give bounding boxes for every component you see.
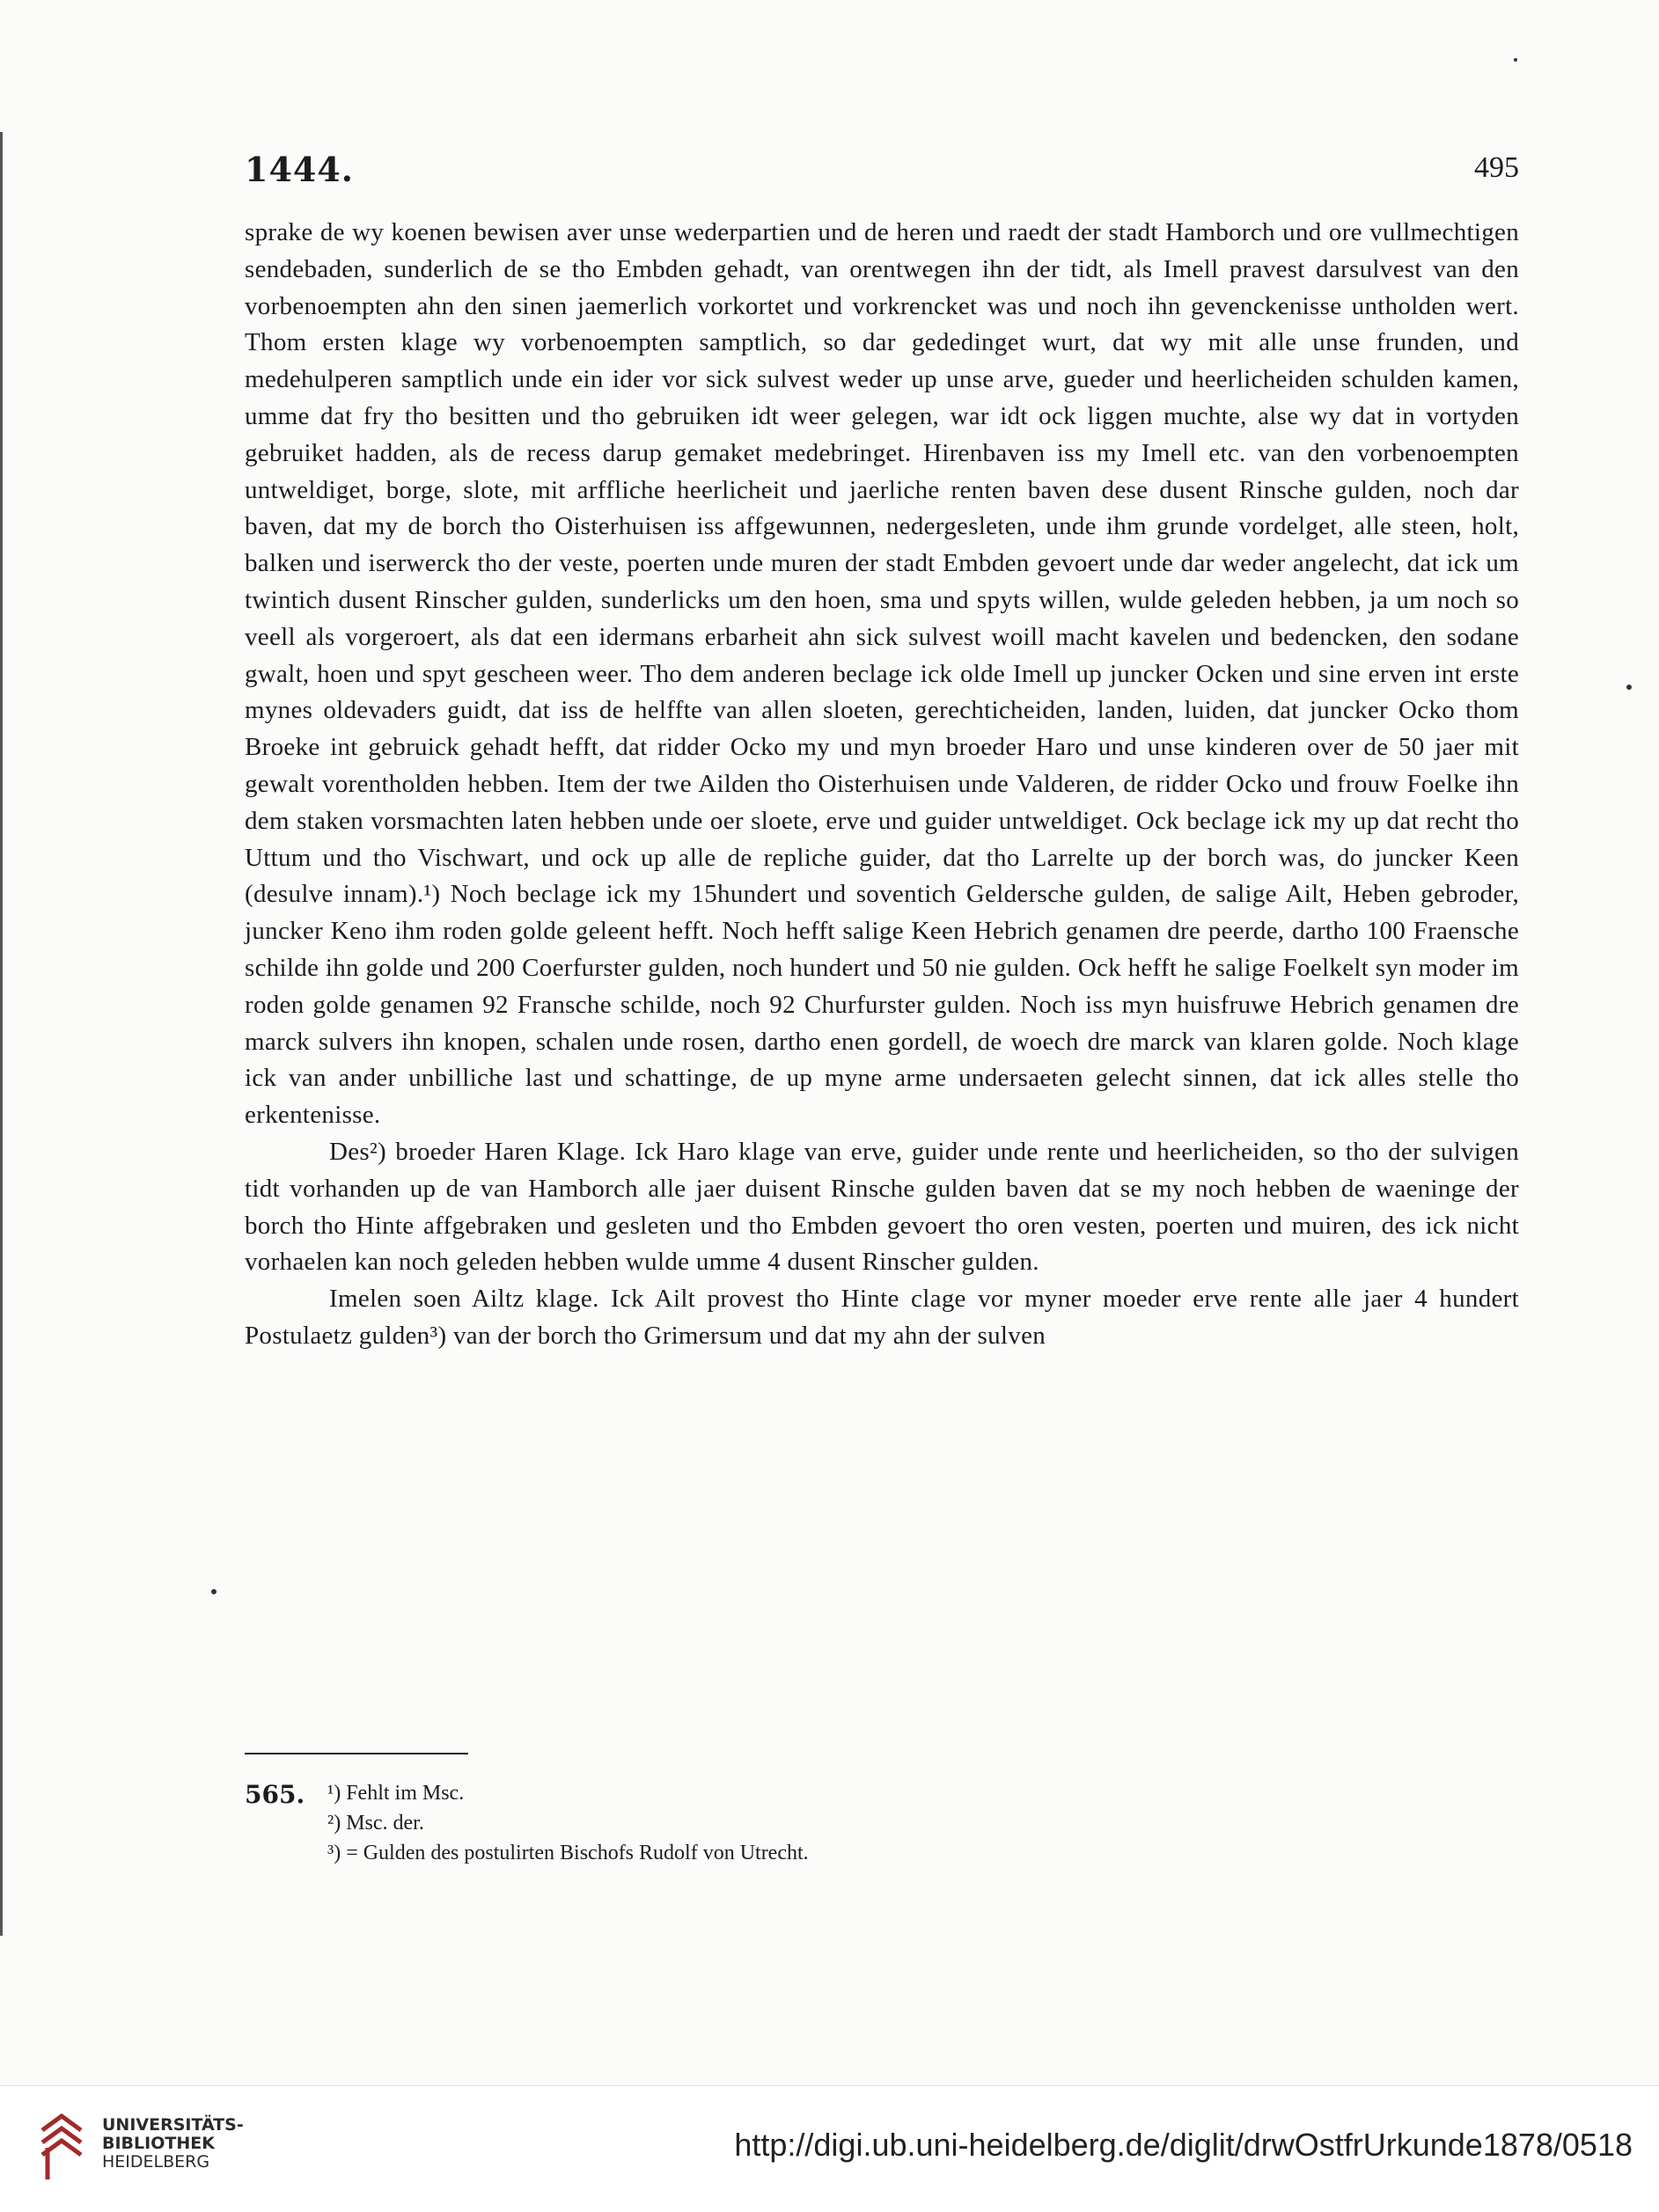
- paragraph: sprake de wy koenen bewisen aver unse wederpartien und de heren und raedt der stadt Hamborch und ore vullmechtigen sendebaden, sunderlich de se tho Embden gehadt, van orentwegen ihn der tidt, als Imell pravest darsulvest van den vorbenoempten ahn den sinen jaemerlich vorkortet und vorkrencket was und noch ihn gevenckenisse untholden wert. Thom ersten klage wy vorbenoempten samptlich, so dar gededinget wurt, dat wy mit alle unse frunden, und medehulperen samptlich unde ein ider vor sick sulvest weder up unse arve, gueder und heerlicheiden schulden kamen, umme dat fry tho besitten und tho gebruiken idt weer gelegen, war idt ock liggen muchte, alse wy dat in vortyden gebruiket hadden, als de recess darup gemaket medebringet. Hirenbaven iss my Imell etc. van den vorbenoempten untweldiget, borge, slote, mit arffliche heerlicheit und jaerliche renten baven dese dusent Rinsche gulden, noch dar baven, dat my de borch tho Oisterhuisen iss affgewunnen, nedergesleten, unde ihm grunde vordelget, alle steen, holt, balken und iserwerck tho der veste, poerten unde muren der stadt Embden gevoert unde dar weder angelecht, dat ick um twintich dusent Rinscher gulden, sunderlicks um den hoen, sma und spyts willen, wulde geleden hebben, ja um noch so veell als vorgeroert, als dat een idermans erbarheit ahn sick sulvest woill macht kavelen und bedencken, den sodane gwalt, hoen und spyt gescheen weer. Tho dem anderen beclage ick olde Imell up juncker Ocken und sine erven int erste mynes oldevaders guidt, dat iss de helffte van allen sloeten, gerechticheiden, landen, luiden, dat juncker Ocko thom Broeke int gebruick gehadt hefft, dat ridder Ocko my und myn broeder Haro und unse kinderen over de 50 jaer mit gewalt vorentholden hebben. Item der twe Ailden tho Oisterhuisen unde Valderen, de ridder Ocko und frouw Foelke ihn dem staken vorsmachten laten hebben unde oer sloete, erve und guider untweldiget. Ock beclage ick my up dat recht tho Uttum und tho Vischwart, und ock up alle de repliche guider, dat tho Larrelte up der borch was, do juncker Keen (desulve innam).¹) Noch beclage ick my 15hundert und soventich Geldersche gulden, de salige Ailt, Heben gebroder, juncker Keno ihm roden golde geleent hefft. Noch hefft salige Keen Hebrich genamen dre peerde, dartho 100 Fraensche schilde ihn golde und 200 Coerfurster gulden, noch hundert und 50 nie gulden. Ock hefft he salige Foelkelt syn moder im roden golde genamen 92 Fransche schilde, noch 92 Churfurster gulden. Noch iss myn huisfruwe Hebrich genamen dre marck sulvers ihn knopen, schalen unde rosen, dartho enen gordell, de woech dre marck van klaren golde. Noch klage ick van ander unbilliche last und schattinge, de up myne arme undersaeten gelecht sinnen, dat ick alles stelle tho erkentenisse.: [245, 218, 1519, 1130]
- library-footer: [0, 2085, 1659, 2212]
- library-name: [102, 2116, 244, 2172]
- footnote-text: ¹) Fehlt im Msc.: [327, 1782, 465, 1805]
- footnote: [245, 1782, 1389, 1812]
- footnote-rule: [245, 1753, 468, 1754]
- library-name-line: BIBLIOTHEK: [102, 2134, 215, 2153]
- scan-speck: [1626, 685, 1632, 690]
- page-edge-shadow: [0, 132, 3, 1936]
- library-logo-icon: [35, 2113, 88, 2183]
- body-text: [245, 215, 1519, 1355]
- footnote-text: ³) = Gulden des postulirten Bischofs Rudolf von Utrecht.: [327, 1842, 809, 1864]
- paragraph: Des²) broeder Haren Klage. Ick Haro klage van erve, guider unde rente und heerlicheiden, so tho der sulvigen tidt vorhanden up de van Hamborch alle jaer duisent Rinsche gulden baven dat se my noch hebben de waeninge der borch tho Hinte affgebraken und gesleten und tho Embden gevoert tho oren vesten, poerten und muiren, des ick nicht vorhaelen kan noch geleden hebben wulde umme 4 dusent Rinscher gulden.: [245, 1137, 1519, 1277]
- library-name-line: UNIVERSITÄTS-: [102, 2115, 244, 2135]
- scan-speck: [1514, 58, 1517, 62]
- library-name-line: HEIDELBERG: [102, 2152, 210, 2172]
- running-header: [245, 150, 1519, 194]
- footnote: [245, 1842, 1389, 1871]
- page-number: 495: [1474, 151, 1519, 184]
- document-number: 565.: [245, 1780, 305, 1809]
- footnote: [245, 1812, 1389, 1842]
- paragraph: Imelen soen Ailtz klage. Ick Ailt provest tho Hinte clage vor myner moeder erve rente alle jaer 4 hundert Postulaetz gulden³) van der borch tho Grimersum und dat my ahn der sulven: [245, 1285, 1519, 1350]
- permalink-url[interactable]: http://digi.ub.uni-heidelberg.de/diglit/drwOstfrUrkunde1878/0518: [734, 2127, 1633, 2163]
- footnote-text: ²) Msc. der.: [327, 1812, 424, 1835]
- section-year: 1444.: [245, 150, 354, 189]
- scan-speck: [211, 1589, 217, 1594]
- footnotes: [245, 1782, 1389, 1871]
